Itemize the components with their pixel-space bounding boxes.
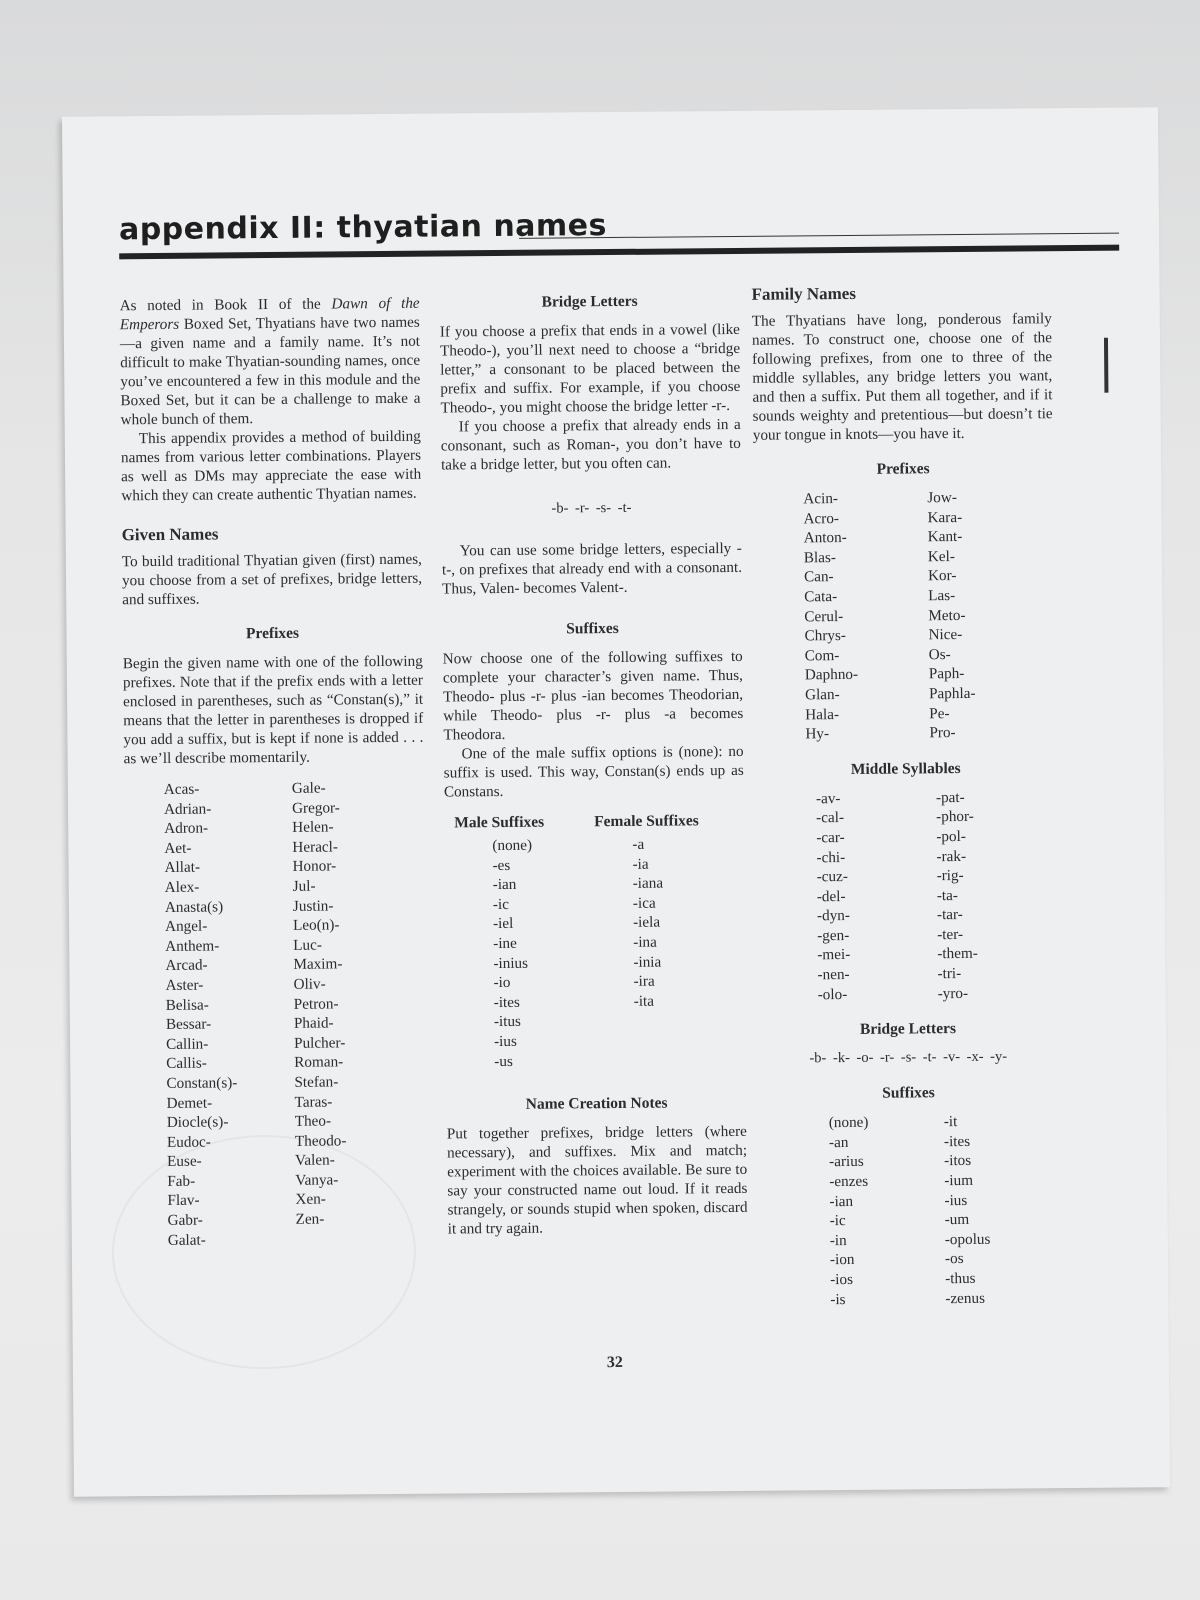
bridge-paragraph-1: If you choose a prefix that ends in a vowel (like Theodo-), you’ll next need to choose a “bridge letter,” a consonant to be placed between the prefix and suffix. For example, if you choose Theodo-, you might choose the bridge letter -r-. <box>439 320 741 417</box>
list-item: Theo- <box>294 1112 332 1130</box>
list-item: -del- <box>816 887 846 905</box>
list-item: Stefan- <box>294 1073 339 1091</box>
middle-syllable-column-a <box>816 788 938 1005</box>
list-item: -ine <box>493 934 517 953</box>
list-item: Paph- <box>928 665 965 683</box>
list-item: -iel <box>492 915 514 933</box>
list-item: Kara- <box>927 508 963 526</box>
list-item: -it <box>943 1113 958 1131</box>
bridge-letters-list: -b- -r- -s- -t- <box>551 499 632 517</box>
list-item: Aster- <box>165 976 204 994</box>
list-item: -itos <box>944 1152 972 1170</box>
list-item: Can- <box>803 568 834 586</box>
list-item: -ic <box>492 895 509 913</box>
family-names-heading: Family Names <box>751 283 856 304</box>
suffixes-paragraph-2: One of the male suffix options is (none): no suffix is used. This way, Constan(s) ends up as Constans. <box>443 742 744 801</box>
list-item: Arcad- <box>165 956 208 975</box>
list-item: Galat- <box>167 1231 206 1249</box>
list-item: -pat- <box>935 788 965 806</box>
given-prefix-column-b <box>292 778 424 1249</box>
female-suffix-list <box>594 834 736 1012</box>
title-rule-thin <box>519 233 1119 239</box>
list-item: Acin- <box>803 490 839 508</box>
list-item: Phaid- <box>293 1014 334 1032</box>
list-item: -pol- <box>936 827 966 846</box>
list-item: (none) <box>492 836 533 855</box>
list-item: -olo- <box>817 985 848 1003</box>
male-suffixes-heading: Male Suffixes <box>454 813 545 832</box>
list-item: Demet- <box>166 1094 213 1112</box>
list-item: Acas- <box>163 780 200 798</box>
intro-paragraph: As noted in Book II of the Dawn of the Emperors Boxed Set, Thyatians have two names—a given name and a family name. It’s not difficult to make Thyatian-sounding names, once you’ve encountered a few in this module and the Boxed Set, but it can be a challenge to make a whole bunch of them. <box>119 294 421 429</box>
list-item: -itus <box>493 1013 522 1031</box>
given-names-heading: Given Names <box>121 524 219 545</box>
list-item: -av- <box>815 789 841 807</box>
list-item: -enzes <box>829 1172 869 1191</box>
list-item: -inia <box>633 953 662 971</box>
list-item: -ius <box>944 1191 968 1209</box>
list-item: -thus <box>945 1269 976 1288</box>
list-item: Zen- <box>295 1210 325 1228</box>
list-item: -nen- <box>817 966 850 984</box>
list-item: Blas- <box>803 548 837 567</box>
list-item: Kel- <box>927 547 955 566</box>
list-item: -ita <box>633 992 655 1010</box>
list-item: Fab- <box>167 1172 196 1190</box>
middle-syllable-list <box>756 787 1058 1005</box>
list-item: -ica <box>632 894 656 912</box>
list-item: Alex- <box>164 878 200 896</box>
list-item: Adrian- <box>163 800 212 818</box>
family-suffix-column-b <box>944 1111 1061 1308</box>
list-item: -rig- <box>936 867 964 885</box>
female-suffix-column <box>594 811 736 1070</box>
list-item: -gen- <box>817 926 850 945</box>
family-prefix-column-b <box>927 487 1053 743</box>
list-item: Anton- <box>803 529 847 547</box>
family-suffixes-heading: Suffixes <box>882 1084 935 1102</box>
list-item: -ites <box>943 1132 971 1150</box>
intro-paragraph-2: This appendix provides a method of building names from various letter combinations. Players as well as DMs may appreciate the ease with which they can create authentic Thyatian names. <box>120 427 422 505</box>
family-bridge-letters-heading: Bridge Letters <box>859 1020 957 1039</box>
given-suffix-table <box>444 811 746 1072</box>
family-prefix-list <box>753 487 1055 744</box>
list-item: Aet- <box>164 839 192 857</box>
given-names-text: To build traditional Thyatian given (first) names, you choose from a set of prefixes, bridge letters, and suffixes. <box>121 550 423 609</box>
middle-syllables-heading: Middle Syllables <box>850 759 961 778</box>
given-prefixes-heading: Prefixes <box>245 624 300 643</box>
list-item: -inius <box>493 954 529 972</box>
list-item: -cuz- <box>816 868 848 886</box>
list-item: Paphla- <box>928 684 976 703</box>
list-item: Bessar- <box>165 1015 212 1034</box>
list-item: -yro- <box>937 984 969 1002</box>
list-item: Helen- <box>292 818 334 837</box>
list-item: -dyn- <box>816 907 850 925</box>
list-item: -an <box>828 1133 849 1151</box>
list-item: Pe- <box>929 704 950 722</box>
list-item: Anthem- <box>165 937 220 955</box>
list-item: Luc- <box>293 936 322 954</box>
list-item: Heracl- <box>292 838 338 856</box>
list-item: Leo(n)- <box>292 916 340 934</box>
male-suffix-column <box>454 812 596 1071</box>
list-item: -a <box>632 835 645 853</box>
list-item: Constan(s)- <box>166 1074 238 1092</box>
list-item: Flav- <box>167 1192 200 1210</box>
name-creation-notes-heading: Name Creation Notes <box>525 1094 668 1113</box>
list-item: Callin- <box>166 1035 209 1053</box>
list-item: Jow- <box>927 489 957 507</box>
list-item: Angel- <box>164 917 208 936</box>
list-item: -ter- <box>937 925 964 944</box>
list-item: -iana <box>632 874 664 893</box>
list-item: Euse- <box>167 1152 202 1171</box>
list-item: -ium <box>944 1171 974 1190</box>
given-prefix-column-a <box>164 779 296 1250</box>
list-item: Cerul- <box>804 607 844 625</box>
name-creation-notes-text: Put together prefixes, bridge letters (where necessary), and suffixes. Mix and match; experiment with the choices available. Be sure to say your constructed name out loud. If it reads strangely, or sounds stupid when spoken, discard it and try again. <box>446 1122 748 1238</box>
list-item: Diocle(s)- <box>166 1113 229 1132</box>
list-item: Valen- <box>295 1151 335 1170</box>
list-item: -tri- <box>937 965 962 983</box>
page-number: 32 <box>606 1353 623 1372</box>
list-item: Pro- <box>929 724 956 742</box>
bridge-paragraph-3: You can use some bridge letters, especially -t-, on prefixes that already end with a consonant. Thus, Valen- becomes Valent-. <box>441 539 743 598</box>
list-item: Justin- <box>292 897 334 915</box>
given-prefixes-text: Begin the given name with one of the following prefixes. Note that if the prefix ends with a letter enclosed in parentheses, such as “Constan(s),” it means that the letter in parentheses is dropped if you add a suffix, but is kept if none is added . . . as we’ll describe momentarily. <box>122 652 424 768</box>
list-item: Taras- <box>294 1092 333 1111</box>
given-prefix-list <box>124 778 428 1251</box>
list-item: -um <box>944 1211 970 1229</box>
list-item: Oliv- <box>293 975 326 993</box>
list-item: -is <box>830 1290 846 1308</box>
list-item: Xen- <box>295 1191 326 1209</box>
list-item: -rak- <box>936 847 967 865</box>
male-suffix-list <box>454 835 596 1071</box>
list-item: -tar- <box>936 906 963 924</box>
list-item: -chi- <box>816 848 846 866</box>
list-item: -os <box>944 1250 964 1268</box>
family-suffix-list <box>759 1111 1061 1310</box>
list-item: Adron- <box>164 819 209 838</box>
suffixes-heading: Suffixes <box>566 619 619 638</box>
list-item: -mei- <box>817 946 851 964</box>
list-item: Hala- <box>805 705 840 723</box>
list-item: Callis- <box>166 1054 207 1073</box>
list-item: Jul- <box>292 877 316 895</box>
list-item: -us <box>494 1052 513 1070</box>
middle-syllable-column-b <box>936 787 1058 1004</box>
list-item: -zenus <box>945 1289 986 1307</box>
list-item: Kant- <box>927 528 963 546</box>
list-item: Vanya- <box>295 1171 339 1189</box>
list-item: -ian <box>829 1192 854 1210</box>
list-item: -es <box>492 856 511 874</box>
list-item: -cal- <box>816 809 845 827</box>
list-item: Anasta(s) <box>164 897 224 916</box>
list-item: Acro- <box>803 509 840 527</box>
list-item: Pulcher- <box>294 1034 346 1052</box>
list-item: -ites <box>493 993 520 1011</box>
list-item: -car- <box>816 828 845 847</box>
list-item: -iela <box>632 913 661 932</box>
list-item: Hy- <box>805 725 830 743</box>
column-bridge-suffixes <box>440 291 748 1239</box>
list-item: -opolus <box>944 1230 991 1248</box>
list-item: Belisa- <box>165 996 209 1014</box>
list-item: -arius <box>829 1153 864 1171</box>
list-item: Roman- <box>294 1053 344 1072</box>
title-rule-thick <box>119 245 1119 260</box>
list-item: Os- <box>928 645 951 664</box>
list-item: -ira <box>633 972 655 991</box>
list-item: -in <box>829 1231 847 1249</box>
bridge-paragraph-2: If you choose a prefix that already ends in a consonant, such as Roman-, you don’t have to take a bridge letter, but you often can. <box>440 415 741 474</box>
family-suffix-column-a <box>829 1112 946 1309</box>
list-item: Chrys- <box>804 627 846 645</box>
family-prefix-column-a <box>803 488 929 744</box>
list-item: Petron- <box>293 994 339 1013</box>
document-page <box>62 107 1170 1497</box>
list-item: Allat- <box>164 859 201 877</box>
list-item: -ina <box>633 933 657 951</box>
list-item: -ion <box>829 1251 855 1269</box>
column-given-names <box>120 294 428 1251</box>
list-item: Maxim- <box>293 955 343 974</box>
list-item: -them- <box>937 945 978 963</box>
family-prefixes-heading: Prefixes <box>876 460 930 478</box>
list-item: -ius <box>494 1032 517 1051</box>
list-item: -ia <box>632 855 649 873</box>
list-item: -ta- <box>936 886 958 904</box>
suffixes-paragraph-1: Now choose one of the following suffixes to complete your character’s given name. Thus, Theodo- plus -r- plus -ian becomes Theodorian, while Theodo- plus -r- plus -a becomes Theodora. <box>442 647 744 744</box>
list-item: -ios <box>830 1270 854 1289</box>
family-bridge-letters-list: -b- -k- -o- -r- -s- -t- -v- -x- -y- <box>809 1048 1008 1067</box>
list-item: Theodo- <box>294 1132 347 1150</box>
list-item: Gregor- <box>291 799 340 817</box>
list-item: Daphno- <box>804 666 859 684</box>
list-item: (none) <box>828 1114 869 1132</box>
list-item: Glan- <box>804 685 840 704</box>
page-title: appendix II: thyatian names <box>118 208 608 248</box>
list-item: Gale- <box>291 779 326 797</box>
bridge-letters-heading: Bridge Letters <box>541 292 638 311</box>
list-item: Nice- <box>928 626 963 644</box>
list-item: Gabr- <box>167 1211 203 1229</box>
list-item: -ian <box>492 876 517 894</box>
list-item: Meto- <box>928 606 966 624</box>
list-item: -io <box>493 974 511 992</box>
list-item: -phor- <box>936 808 974 826</box>
list-item: Honor- <box>292 857 337 876</box>
list-item: -ic <box>829 1212 846 1230</box>
list-item: Com- <box>804 646 840 665</box>
family-names-text: The Thyatians have long, ponderous family names. To construct one, choose one of the following prefixes, from one to three of the middle syllables, any bridge letters you want, and then a suffix. Put them all together, and if it sounds weighty and pretentious—but doesn’t tie your tongue in knots—you have it. <box>751 310 1053 444</box>
column-family-names <box>751 283 1061 1310</box>
list-item: Kor- <box>927 567 957 585</box>
list-item: Las- <box>928 587 956 605</box>
female-suffixes-heading: Female Suffixes <box>594 812 699 831</box>
list-item: Eudoc- <box>166 1133 211 1151</box>
list-item: Cata- <box>804 588 838 606</box>
